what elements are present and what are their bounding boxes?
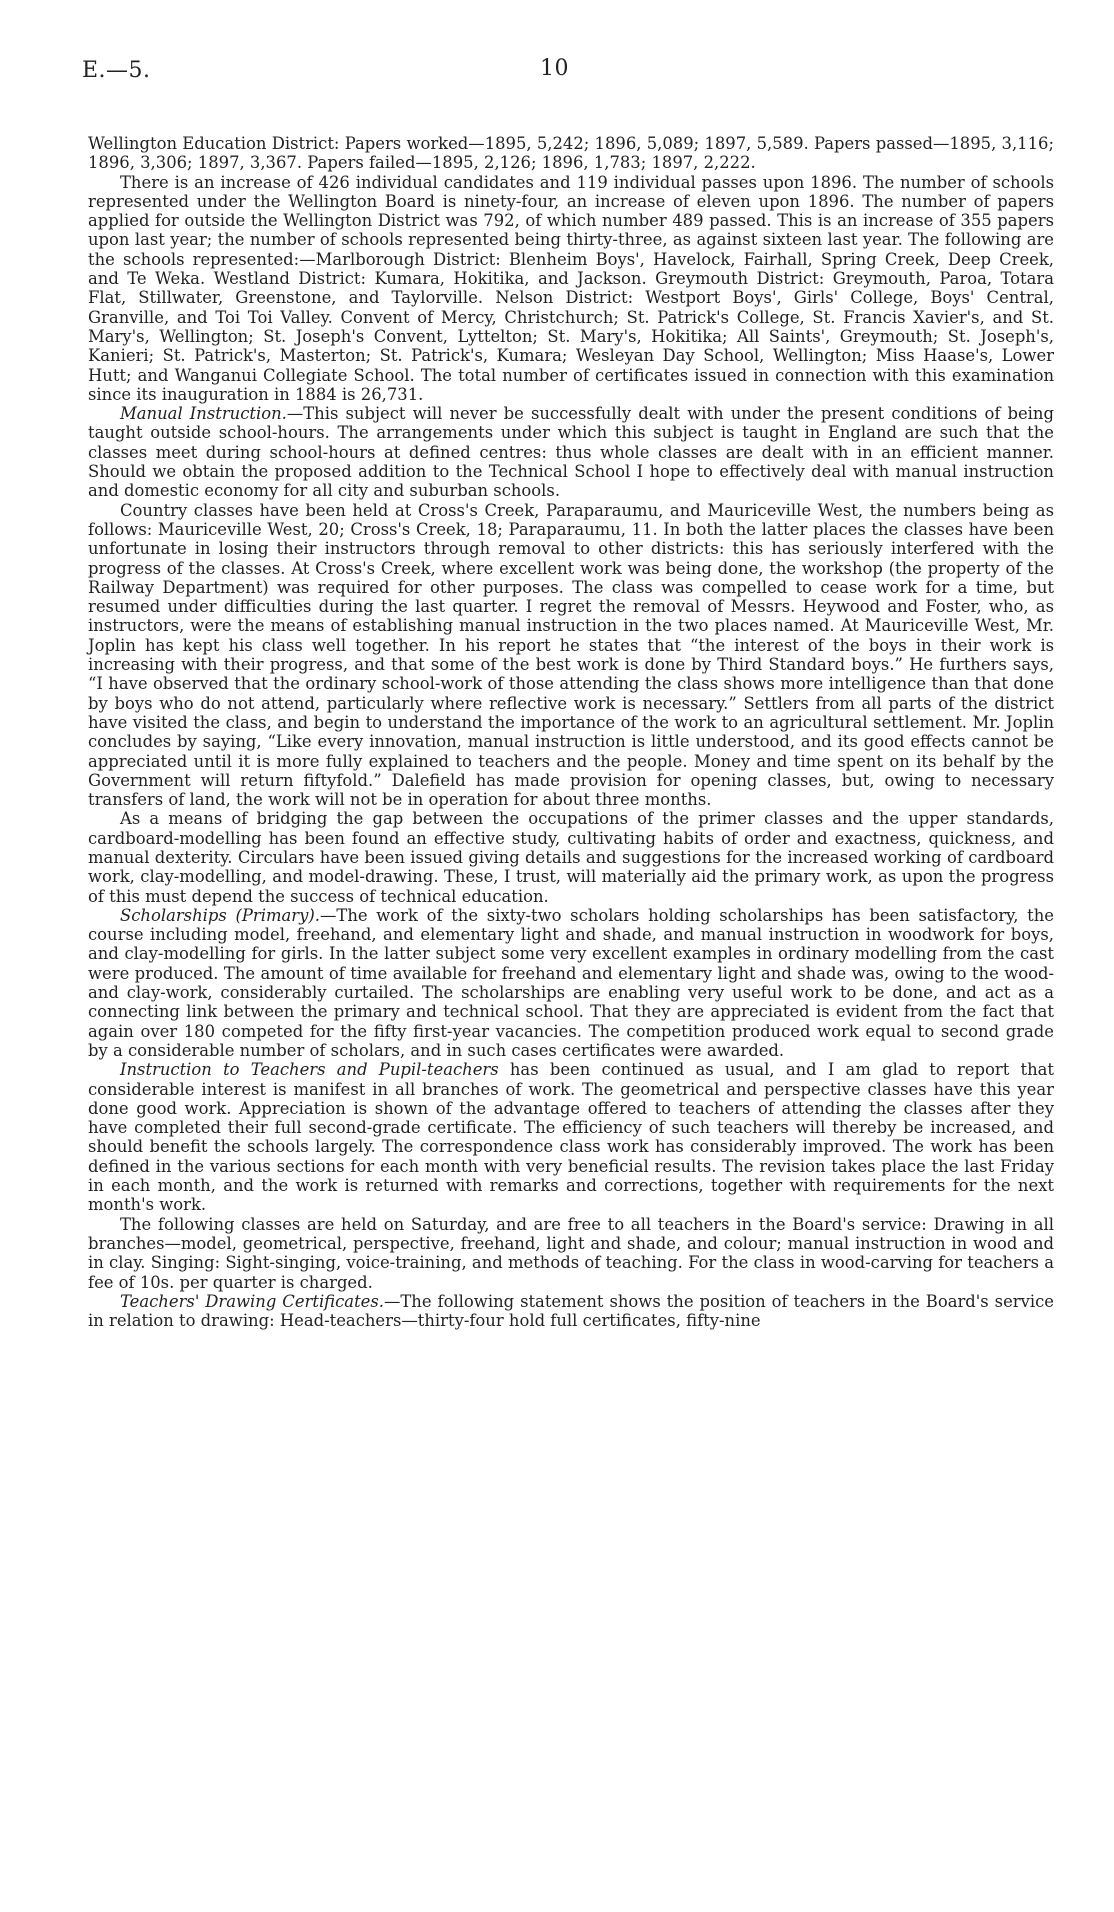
paragraph-saturday-classes [88,1215,1054,1292]
page-number: 10 [540,56,569,81]
paragraph-lead: Scholarships (Primary). [120,905,320,925]
paragraph-lead: Manual Instruction. [120,404,287,424]
paragraph-text: —The following statement shows the position of teachers in the Board's service in relation to drawing: Head-teachers—thirty-four hold full certificates, fifty-nine [88,1291,1054,1331]
paragraph-lead: Teachers' Drawing Certificates. [120,1291,384,1311]
paragraph-manual-instruction [88,404,1054,500]
document-body [88,134,1054,1330]
paragraph-lead: Instruction to Teachers and Pupil-teachers [120,1060,499,1080]
paragraph-text: —The work of the sixty-two scholars holding scholarships has been satisfactory, the course including model, freehand, and elementary light and shade, and manual instruction in woodwork for boys, and clay-modelling for girls. In the latter subject some very excellent examples in ordinary modelling from the cast were produced. The amount of time available for freehand and elementary light and shade was, owing to the wood- and clay-work, considerably curtailed. The scholarships are enabling very useful work to be done, and act as a connecting link between the primary and technical school. That they are appreciated is evident from the fact that again over 180 competed for the fifty first-year vacancies. The competition produced work equal to second grade by a considerable number of scholars, and in such cases certificates were awarded. [88,905,1054,1060]
paragraph-text: There is an increase of 426 individual candidates and 119 individual passes upon 1896. The number of schools represented under the Wellington Board is ninety-four, an increase of eleven upon 1896. The number of papers applied for outside the Wellington District was 792, of which number 489 passed. This is an increase of 355 papers upon last year; the number of schools represented being thirty-three, as against sixteen last year. The following are the schools represented:—Marlborough District: Blenheim Boys', Havelock, Fairhall, Spring Creek, Deep Creek, and Te Weka. Westland District: Kumara, Hokitika, and Jackson. Greymouth District: Greymouth, Paroa, Totara Flat, Stillwater, Greenstone, and Taylorville. Nelson District: Westport Boys', Girls' College, Boys' Central, Granville, and Toi Toi Valley. Convent of Mercy, Christchurch; St. Patrick's College, St. Francis Xavier's, and St. Mary's, Wellington; St. Joseph's Convent, Lyttelton; St. Mary's, Hokitika; All Saints', Greymouth; St. Joseph's, Kanieri; St. Patrick's, Masterton; St. Patrick's, Kumara; Wesleyan Day School, Wellington; Miss Haase's, Lower Hutt; and Wanganui Collegiate School. The total number of certificates issued in connection with this examination since its inauguration in 1884 is 26,731. [88,172,1054,404]
paragraph-text: As a means of bridging the gap between the occupations of the primer classes and the upper standards, cardboard-modelling has been found an effective study, cultivating habits of order and exactness, quickness, and manual dexterity. Circulars have been issued giving details and suggestions for the increased working of cardboard work, clay-modelling, and model-drawing. These, I trust, will materially aid the primary work, as upon the progress of this must depend the success of technical education. [88,809,1054,906]
paragraph-text: —This subject will never be successfully dealt with under the present conditions of being taught outside school-hours. The arrangements under which this subject is taught in England are such that the classes meet during school-hours at defined centres: thus whole classes are dealt with in an efficient manner. Should we obtain the proposed addition to the Technical School I hope to effectively deal with manual instruction and domestic economy for all city and suburban schools. [88,404,1054,501]
paragraph-scholarships [88,906,1054,1060]
paragraph-cardboard-modelling [88,809,1054,905]
document-code: E.—5. [82,58,151,83]
paragraph-drawing-certificates [88,1292,1054,1331]
paragraph-schools-represented [88,173,1054,405]
paragraph-text: Wellington Education District: Papers worked—1895, 5,242; 1896, 5,089; 1897, 5,589. Papers passed—1895, 3,116; 1896, 3,306; 1897, 3,367. Papers failed—1895, 2,126; 1896, 1,783; 1897, 2,222. [88,134,1054,173]
paragraph-papers-summary [88,134,1054,173]
paragraph-text: The following classes are held on Saturday, and are free to all teachers in the Board's service: Drawing in all branches—model, geometrical, perspective, freehand, light and shade, and colour; manual instruction in wood and in clay. Singing: Sight-singing, voice-training, and methods of teaching. For the class in wood-carving for teachers a fee of 10s. per quarter is charged. [88,1214,1054,1292]
paragraph-text: Country classes have been held at Cross's Creek, Paraparaumu, and Mauriceville West, the numbers being as follows: Mauriceville West, 20; Cross's Creek, 18; Paraparaumu, 11. In both the latter places the classes have been unfortunate in losing their instructors through removal to other districts: this has seriously interfered with the progress of the classes. At Cross's Creek, where excellent work was being done, the workshop (the property of the Railway Department) was required for other purposes. The class was compelled to cease work for a time, but resumed under difficulties during the last quarter. I regret the removal of Messrs. Heywood and Foster, who, as instructors, were the means of establishing manual instruction in the two places named. At Mauriceville West, Mr. Joplin has kept his class well together. In his report he states that “the interest of the boys in their work is increasing with their progress, and that some of the best work is done by Third Standard boys.” He furthers says, “I have observed that the ordinary school-work of those attending the class shows more intelligence than that done by boys who do not attend, particularly where reflective work is necessary.” Settlers from all parts of the district have visited the class, and begin to understand the importance of the work to an agricultural settlement. Mr. Joplin concludes by saying, “Like every innovation, manual instruction is little understood, and its good effects cannot be appreciated until it is more fully explained to teachers and the people. Money and time spent on its behalf by the Government will return fiftyfold.” Dalefield has made provision for opening classes, but, owing to necessary transfers of land, the work will not be in operation for about three months. [88,500,1054,810]
page-header [82,54,1054,92]
paragraph-text: has been continued as usual, and I am glad to report that considerable interest is manifest in all branches of work. The geometrical and perspective classes have this year done good work. Appreciation is shown of the advantage offered to teachers of attending the classes after they have completed their full second-grade certificate. The efficiency of such teachers will thereby be increased, and should benefit the schools largely. The correspondence class work has considerably improved. The work has been defined in the various sections for each month with very beneficial results. The revision takes place the last Friday in each month, and the work is returned with remarks and corrections, together with requirements for the next month's work. [88,1060,1054,1215]
paragraph-instruction-to-teachers [88,1060,1054,1214]
paragraph-country-classes [88,501,1054,810]
